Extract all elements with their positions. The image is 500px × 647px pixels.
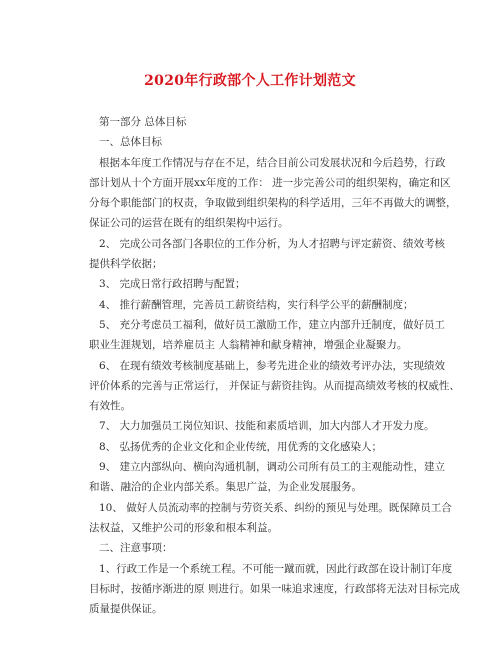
body-line: 质量提供保证。 bbox=[89, 603, 163, 616]
body-line: 和谐、融洽的企业内部关系。集思广益，为企业发展服务。 bbox=[89, 481, 362, 494]
body-line: 目标时，按循序渐进的原 则进行。如果一味追求速度，行政部将无法对目标完成 bbox=[89, 582, 460, 595]
body-line: 一、总体目标 bbox=[99, 136, 162, 149]
body-line: 有效性。 bbox=[89, 400, 131, 413]
document-body bbox=[89, 112, 460, 619]
body-line: 保证公司的运营在既有的组织架构中运行。 bbox=[89, 217, 289, 230]
document-title: 2020年行政部个人工作计划范文 bbox=[144, 73, 356, 89]
body-line: 2、 完成公司各部门各职位的工作分析，为人才招聘与评定薪资、绩效考核 bbox=[99, 237, 446, 250]
body-line: 部计划从十个方面开展xx年度的工作： 进一步完善公司的组织架构，确定和区 bbox=[89, 176, 451, 189]
body-line: 二、注意事项： bbox=[99, 542, 173, 555]
body-line: 6、 在现有绩效考核制度基础上，参考先进企业的绩效考评办法，实现绩效 bbox=[99, 359, 446, 372]
body-line: 9、 建立内部纵向、横向沟通机制，调动公司所有员工的主观能动性，建立 bbox=[99, 461, 446, 474]
body-line: 提供科学依据； bbox=[89, 258, 163, 271]
body-line: 评价体系的完善与正常运行， 并保证与薪资挂钩。从而提高绩效考核的权威性、 bbox=[89, 379, 460, 392]
body-line: 8、 弘扬优秀的企业文化和企业传统，用优秀的文化感染人； bbox=[99, 440, 383, 453]
body-line: 第一部分 总体目标 bbox=[99, 116, 187, 128]
body-line: 3、 完成日常行政招聘与配置； bbox=[99, 278, 246, 291]
body-line: 7、 大力加强员工岗位知识、技能和素质培训，加大内部人才开发力度。 bbox=[99, 420, 435, 433]
body-line: 5、 充分考虑员工福利，做好员工激励工作，建立内部升迁制度，做好员工 bbox=[99, 318, 446, 331]
body-line: 10、 做好人员流动率的控制与劳资关系、纠纷的预见与处理。既保障员工合 bbox=[99, 501, 452, 514]
body-line: 1、行政工作是一个系统工程。不可能一蹴而就，因此行政部在设计制订年度 bbox=[99, 562, 453, 575]
body-line: 4、 推行薪酬管理，完善员工薪资结构，实行科学公平的薪酬制度； bbox=[99, 298, 414, 311]
body-line: 法权益，又维护公司的形象和根本利益。 bbox=[89, 521, 278, 534]
body-line: 分每个职能部门的权责，争取做到组织架构的科学适用，三年不再做大的调整， bbox=[89, 197, 457, 210]
body-line: 根据本年度工作情况与存在不足，结合目前公司发展状况和今后趋势，行政 bbox=[99, 156, 446, 169]
body-line: 职业生涯规划，培养雇员主 人翁精神和献身精神，增强企业凝聚力。 bbox=[89, 339, 408, 352]
